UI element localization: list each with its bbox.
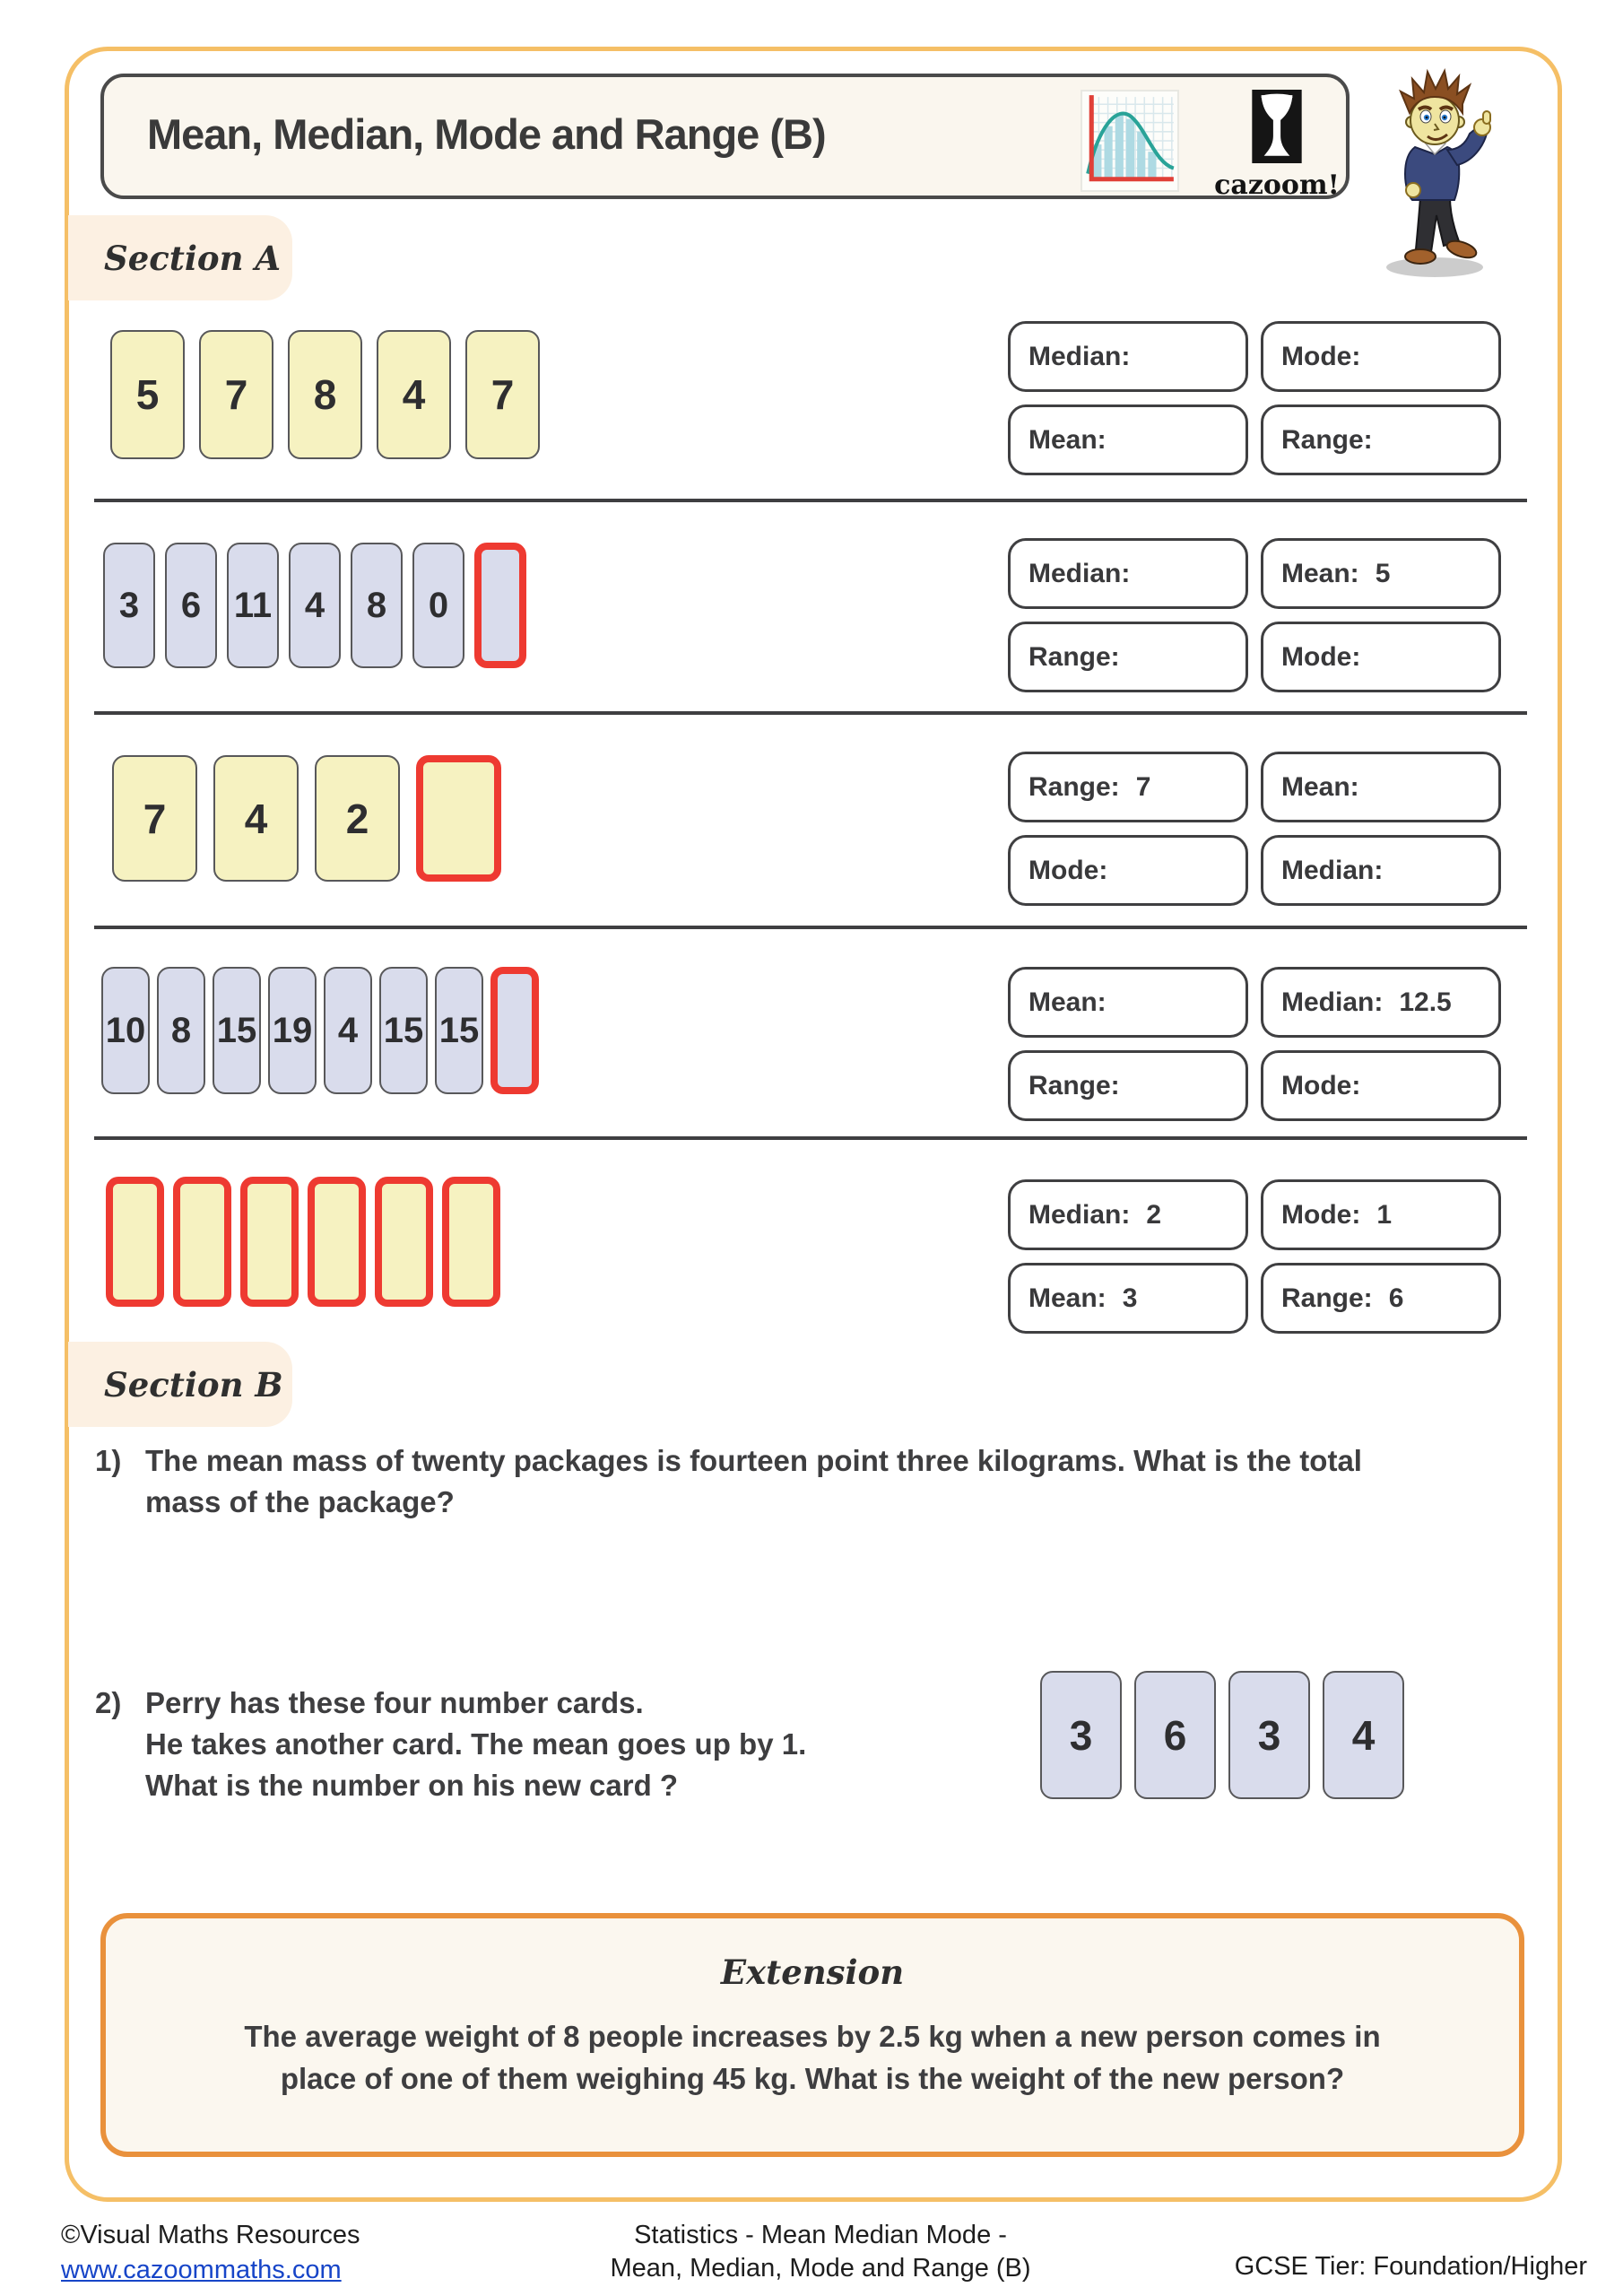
- number-card: 3: [1228, 1671, 1310, 1799]
- answer-box-median[interactable]: [1008, 538, 1248, 609]
- number-card: 2: [315, 755, 400, 882]
- row-divider-4: [94, 1136, 1527, 1140]
- answer-label: Mode:: [1028, 855, 1108, 885]
- number-card: 6: [1134, 1671, 1216, 1799]
- answer-label: Range:: [1028, 1070, 1120, 1100]
- extension-title: Extension: [720, 1952, 905, 1992]
- row-divider-1: [94, 499, 1527, 502]
- question-1-number: 1): [95, 1444, 122, 1477]
- number-card: 6: [165, 543, 217, 668]
- answer-box-range[interactable]: [1008, 752, 1248, 822]
- answer-box-median[interactable]: [1008, 321, 1248, 392]
- answer-label: Range:: [1281, 1283, 1373, 1313]
- empty-number-card: [490, 967, 539, 1094]
- answer-label: Mean:: [1028, 987, 1107, 1017]
- answer-box-mean[interactable]: [1008, 1263, 1248, 1334]
- answer-value: 5: [1375, 558, 1391, 588]
- answer-box-mean[interactable]: [1008, 404, 1248, 475]
- answer-label: Median:: [1028, 558, 1131, 588]
- cazoom-logo: [1214, 90, 1340, 201]
- answer-label: Median:: [1281, 987, 1384, 1017]
- number-card: 4: [324, 967, 372, 1094]
- extension-text: The average weight of 8 people increases by 2.5 kg when a new person comes in place of one of them weighing 45 kg. What is the weight of the new person?: [244, 2020, 1381, 2095]
- number-card: 4: [1323, 1671, 1404, 1799]
- answer-label: Mode:: [1281, 341, 1361, 371]
- number-card: 4: [289, 543, 341, 668]
- answer-label: Median:: [1028, 341, 1131, 371]
- question-1: [95, 1440, 1362, 1523]
- answer-label: Mode:: [1281, 1199, 1361, 1230]
- number-card: 4: [377, 330, 451, 459]
- answer-box-range[interactable]: [1008, 622, 1248, 692]
- question-2-text: Perry has these four number cards. He takes another card. The mean goes up by 1. What is the number on his new card ?: [145, 1686, 807, 1802]
- answer-label: Mean:: [1028, 1283, 1107, 1313]
- answer-grid-2: [1008, 538, 1501, 692]
- footer-center: [547, 2219, 1094, 2285]
- footer-left: [61, 2219, 360, 2287]
- answer-box-mean[interactable]: [1261, 752, 1501, 822]
- mascot-boy-illustration: [1376, 65, 1501, 284]
- answer-label: Range:: [1028, 771, 1120, 802]
- number-card: 3: [1040, 1671, 1122, 1799]
- page-title: Mean, Median, Mode and Range (B): [147, 110, 826, 158]
- website-link[interactable]: www.cazoommaths.com: [61, 2256, 342, 2284]
- number-card: 15: [213, 967, 261, 1094]
- answer-label: Median:: [1281, 855, 1384, 885]
- empty-number-card: [308, 1177, 366, 1307]
- number-card: 8: [157, 967, 205, 1094]
- empty-number-card: [474, 543, 526, 668]
- question-2-card-row: [1040, 1671, 1404, 1799]
- answer-box-median[interactable]: [1008, 1179, 1248, 1250]
- answer-grid-1: [1008, 321, 1501, 475]
- question-2-number: 2): [95, 1686, 122, 1719]
- answer-box-median[interactable]: [1261, 835, 1501, 906]
- question-1-text: The mean mass of twenty packages is fourteen point three kilograms. What is the total mass of the package?: [145, 1444, 1362, 1518]
- footer-topic-line1: Statistics - Mean Median Mode -: [634, 2221, 1007, 2249]
- answer-box-mode[interactable]: [1261, 1050, 1501, 1121]
- section-a-card-row-4: [101, 967, 539, 1094]
- answer-label: Range:: [1028, 641, 1120, 672]
- answer-box-range[interactable]: [1261, 1263, 1501, 1334]
- answer-grid-4: [1008, 967, 1501, 1121]
- answer-box-mode[interactable]: [1008, 835, 1248, 906]
- worksheet-title-box: [100, 74, 1350, 199]
- section-a-card-row-5: [106, 1177, 500, 1307]
- copyright-text: ©Visual Maths Resources: [61, 2221, 360, 2249]
- answer-label: Mode:: [1281, 641, 1361, 672]
- answer-label: Mean:: [1281, 558, 1359, 588]
- empty-number-card: [442, 1177, 500, 1307]
- number-card: 15: [435, 967, 483, 1094]
- section-b-label-text: Section B: [104, 1364, 283, 1405]
- empty-number-card: [240, 1177, 299, 1307]
- answer-value: 1: [1376, 1199, 1393, 1230]
- section-a-card-row-2: [103, 543, 526, 668]
- answer-value: 6: [1388, 1283, 1404, 1313]
- extension-box: [100, 1913, 1524, 2157]
- question-2: [95, 1683, 806, 1806]
- answer-label: Range:: [1281, 424, 1373, 455]
- answer-box-range[interactable]: [1008, 1050, 1248, 1121]
- goblet-icon: [1252, 90, 1302, 163]
- number-card: 8: [351, 543, 403, 668]
- number-card: 4: [213, 755, 299, 882]
- footer-topic-line2: Mean, Median, Mode and Range (B): [610, 2254, 1031, 2283]
- row-divider-2: [94, 711, 1527, 715]
- number-card: 8: [288, 330, 362, 459]
- section-a-label: [68, 215, 292, 300]
- footer-tier: GCSE Tier: Foundation/Higher: [1234, 2252, 1587, 2281]
- number-card: 10: [101, 967, 150, 1094]
- number-card: 19: [268, 967, 317, 1094]
- number-card: 7: [112, 755, 197, 882]
- number-card: 15: [379, 967, 428, 1094]
- number-card: 5: [110, 330, 185, 459]
- answer-box-mean[interactable]: [1008, 967, 1248, 1038]
- empty-number-card: [106, 1177, 164, 1307]
- answer-label: Mode:: [1281, 1070, 1361, 1100]
- answer-box-mode[interactable]: [1261, 321, 1501, 392]
- logo-wordmark: cazoom!: [1214, 170, 1340, 201]
- number-card: 11: [227, 543, 279, 668]
- empty-number-card: [375, 1177, 433, 1307]
- answer-box-mean[interactable]: [1261, 538, 1501, 609]
- answer-grid-3: [1008, 752, 1501, 906]
- answer-value: 2: [1146, 1199, 1162, 1230]
- answer-value: 12.5: [1399, 987, 1452, 1017]
- answer-grid-5: [1008, 1179, 1501, 1334]
- answer-label: Median:: [1028, 1199, 1131, 1230]
- number-card: 3: [103, 543, 155, 668]
- answer-box-range[interactable]: [1261, 404, 1501, 475]
- section-a-label-text: Section A: [104, 238, 282, 278]
- empty-number-card: [416, 755, 501, 882]
- answer-box-mode[interactable]: [1261, 622, 1501, 692]
- histogram-chart-icon: [1080, 90, 1180, 196]
- answer-label: Mean:: [1028, 424, 1107, 455]
- section-b-label: [68, 1342, 292, 1427]
- answer-label: Mean:: [1281, 771, 1359, 802]
- answer-value: 7: [1135, 771, 1151, 802]
- section-a-card-row-3: [112, 755, 501, 882]
- empty-number-card: [173, 1177, 231, 1307]
- row-divider-3: [94, 926, 1527, 929]
- number-card: 0: [412, 543, 464, 668]
- answer-value: 3: [1122, 1283, 1138, 1313]
- number-card: 7: [465, 330, 540, 459]
- number-card: 7: [199, 330, 273, 459]
- answer-box-mode[interactable]: [1261, 1179, 1501, 1250]
- answer-box-median[interactable]: [1261, 967, 1501, 1038]
- section-a-card-row-1: [110, 330, 540, 459]
